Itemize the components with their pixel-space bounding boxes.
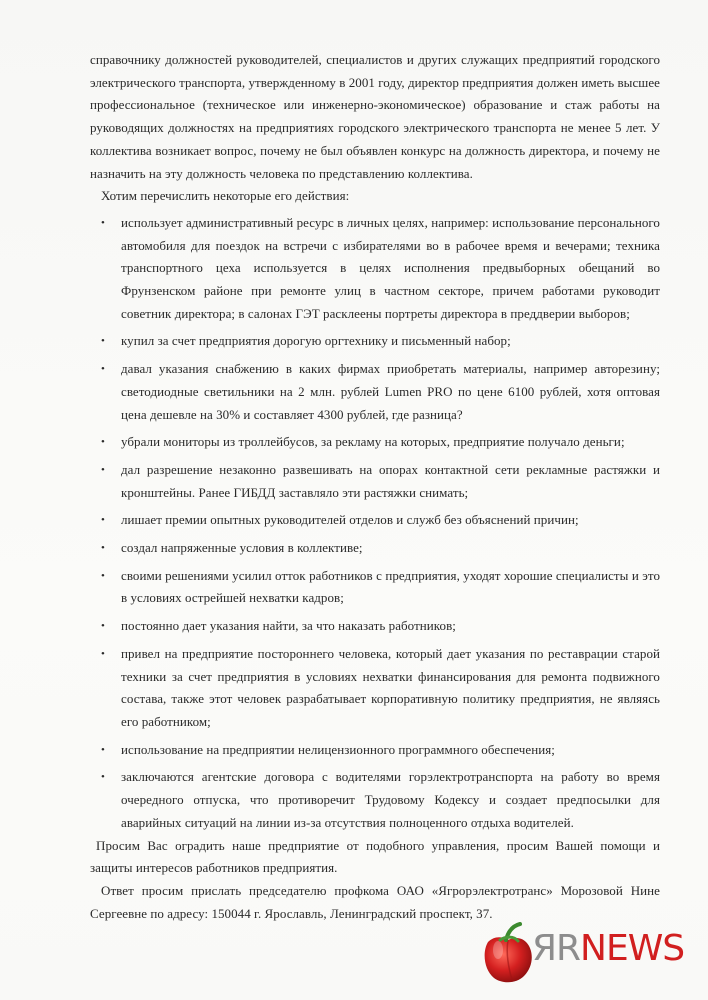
logo-prefix: ЯR — [532, 928, 581, 969]
list-item: • давал указания снабжению в каких фирмах приобретать материалы, например авторезину; светодиодные светильники на 2 млн. рублей Lumen PRO по цене 6100 рублей, хотя оптовая цена дешевле на 30% и составляет 4300 рублей, где разница? — [121, 358, 660, 426]
yarnews-watermark — [478, 920, 693, 990]
list-lead: Хотим перечислить некоторые его действия: — [101, 188, 350, 204]
letter-body — [90, 49, 660, 925]
list-item: • лишает премии опытных руководителей отделов и служб без объяснений причин; — [121, 509, 660, 532]
list-item: • создал напряженные условия в коллективе; — [121, 537, 660, 560]
yarnews-logo — [532, 926, 684, 972]
logo-name: NEWS — [580, 928, 685, 969]
reply-address-paragraph: Ответ просим прислать председателю профкома ОАО «Ягрорэлектротранс» Морозовой Нине Сергеевне по адресу: 150044 г. Ярославль, Ленинградский проспект, 37. — [90, 882, 660, 921]
list-item: • постоянно дает указания найти, за что наказать работников; — [121, 615, 660, 638]
list-item: • убрали мониторы из троллейбусов, за рекламу на которых, предприятие получало деньги; — [121, 431, 660, 454]
list-item: • использует административный ресурс в личных целях, например: использование персонального автомобиля для поездок на встречи с избирателями во в рабочее время и вечерами; техника транспортного цеха используется в целях исполнения предвыборных обещаний во Фрунзенском районе при ремонте улиц в частном секторе, причем работами руководит советник директора; в салонах ГЭТ расклеены портреты директора в преддверии выборов; — [121, 212, 660, 326]
red-pepper-icon — [478, 920, 540, 986]
list-item: • привел на предприятие постороннего человека, который дает указания по реставрации старой техники за счет предприятия в условиях нехватки финансирования для ремонта подвижного состава, также этот человек разрабатывает корпоративную политику предприятия, не являясь его работником; — [121, 643, 660, 734]
actions-list — [90, 212, 660, 835]
list-item: • дал разрешение незаконно развешивать на опорах контактной сети рекламные растяжки и кронштейны. Ранее ГИБДД заставляло эти растяжки снимать; — [121, 459, 660, 504]
list-item: • купил за счет предприятия дорогую оргтехнику и письменный набор; — [121, 330, 660, 353]
list-item: • своими решениями усилил отток работников с предприятия, уходят хорошие специалисты и это в условиях острейшей нехватки кадров; — [121, 565, 660, 610]
list-item: • заключаются агентские договора с водителями горэлектротранспорта на работу во время очередного отпуска, что противоречит Трудовому Кодексу и создает предпосылки для аварийных ситуаций на линии из-за отсутствия полноценного отдыха водителей. — [121, 766, 660, 834]
list-item: • использование на предприятии нелицензионного программного обеспечения; — [121, 739, 660, 762]
request-paragraph: Просим Вас оградить наше предприятие от подобного управления, просим Вашей помощи и защиты интересов работников предприятия. — [90, 837, 660, 876]
intro-paragraph: справочнику должностей руководителей, специалистов и других служащих предприятий городского электрического транспорта, утвержденному в 2001 году, директор предприятия должен иметь высшее профессиональное (техническое или инженерно-экономическое) образование и стаж работы на руководящих должностях на предприятиях городского электрического транспорта не менее 5 лет. У коллектива возникает вопрос, почему не был объявлен конкурс на должность директора, и почему не назначить на эту должность человека по представлению коллектива. — [90, 52, 660, 181]
